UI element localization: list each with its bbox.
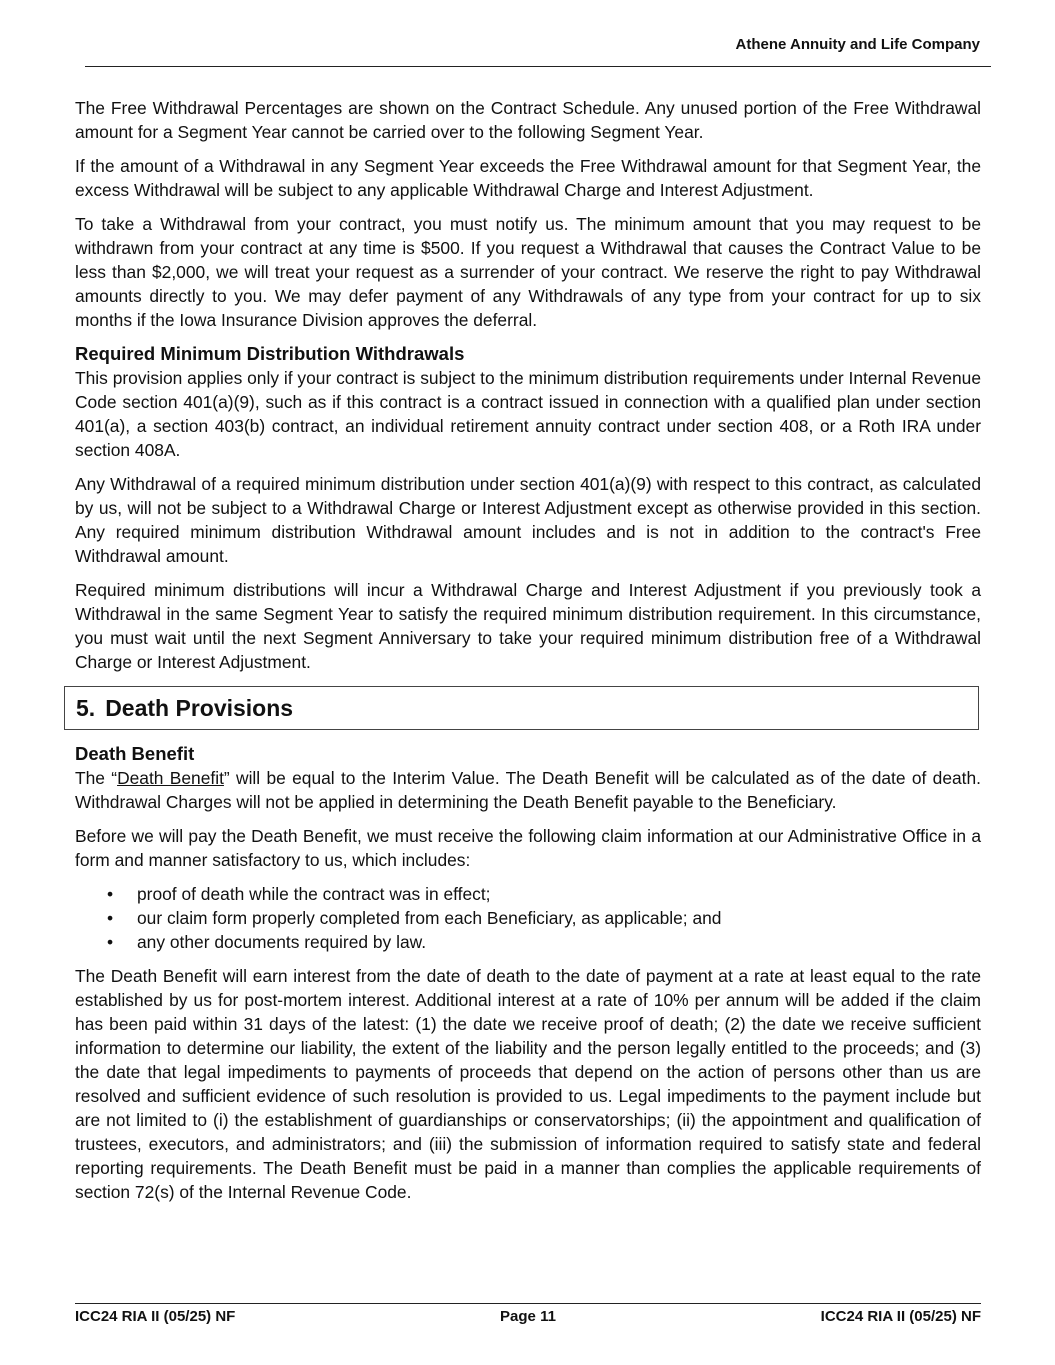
section-heading-box (64, 686, 979, 730)
paragraph: If the amount of a Withdrawal in any Segment Year exceeds the Free Withdrawal amount for that Segment Year, the excess Withdrawal will be subject to any applicable Withdrawal Charge and Interest Adjustment. (75, 156, 981, 200)
document-body (75, 96, 981, 1214)
claim-requirements-list (75, 882, 981, 954)
header-divider (85, 66, 991, 67)
bullet-icon: • (107, 908, 114, 928)
paragraph (75, 766, 981, 814)
paragraph: Before we will pay the Death Benefit, we must receive the following claim information at our Administrative Office in a form and manner satisfactory to us, which includes: (75, 826, 981, 870)
paragraph: Any Withdrawal of a required minimum distribution under section 401(a)(9) with respect to this contract, as calculated by us, will not be subject to a Withdrawal Charge or Interest Adjustment except as otherwise provided in this section. Any required minimum distribution Withdrawal amount includes and is not in addition to the contract's Free Withdrawal amount. (75, 474, 981, 566)
paragraph-rest: ” will be equal to the Interim Value. The Death Benefit will be calculated as of the date of death. Withdrawal Charges will not be applied in determining the Death Benefit payable to the Beneficiary. (75, 768, 982, 812)
list-item-text: proof of death while the contract was in effect; (137, 884, 491, 904)
rmd-heading: Required Minimum Distribution Withdrawals (75, 343, 465, 364)
list-item (75, 930, 981, 954)
bullet-icon: • (107, 932, 114, 952)
footer-divider (75, 1303, 981, 1304)
death-benefit-heading: Death Benefit (75, 743, 195, 764)
list-item (75, 882, 981, 906)
list-item (75, 906, 981, 930)
list-item-text: our claim form properly completed from each Beneficiary, as applicable; and (137, 908, 722, 928)
bullet-icon: • (107, 884, 114, 904)
paragraph: The Death Benefit will earn interest from the date of death to the date of payment at a rate at least equal to the rate established by us for post-mortem interest. Additional interest at a rate of 10% per annum will be added if the claim has been paid within 31 days of the latest: (1) the date we receive proof of death; (2) the date we receive sufficient information to determine our liability, the extent of the liability and the person legally entitled to the proceeds; and (3) the date that legal impediments to payments of proceeds that depend on the action of persons other than us are resolved and sufficient evidence of such resolution is provided to us. Legal impediments to the payment include but are not limited to (i) the establishment of guardianships or conservatorships; (ii) the appointment and qualification of trustees, executors, and administrators; and (iii) the submission of information required to satisfy state and federal reporting requirements. The Death Benefit must be paid in a manner than complies the applicable requirements of section 72(s) of the Internal Revenue Code. (75, 966, 981, 1202)
section-title: Death Provisions (105, 695, 294, 721)
page-footer (75, 1308, 981, 1325)
paragraph: The Free Withdrawal Percentages are shown on the Contract Schedule. Any unused portion of the Free Withdrawal amount for a Segment Year cannot be carried over to the following Segment Year. (75, 98, 981, 142)
list-item-text: any other documents required by law. (137, 932, 427, 952)
page-number: Page 11 (500, 1308, 556, 1325)
paragraph: To take a Withdrawal from your contract, you must notify us. The minimum amount that you may request to be withdrawn from your contract at any time is $500. If you request a Withdrawal that causes the Contract Value to be less than $2,000, we will treat your request as a surrender of your contract. We reserve the right to pay Withdrawal amounts directly to you. We may defer payment of any Withdrawals of any type from your contract for up to six months if the Iowa Insurance Division approves the deferral. (75, 214, 981, 330)
open-quote: The “ (75, 768, 118, 788)
section-number: 5. (76, 695, 96, 721)
company-name: Athene Annuity and Life Company (735, 36, 980, 53)
paragraph: Required minimum distributions will incur a Withdrawal Charge and Interest Adjustment if you previously took a Withdrawal in the same Segment Year to satisfy the required minimum distribution requirement. In this circumstance, you must wait until the next Segment Anniversary to take your required minimum distribution free of a Withdrawal Charge or Interest Adjustment. (75, 580, 981, 672)
defined-term: Death Benefit (117, 768, 224, 788)
footer-form-number-right: ICC24 RIA II (05/25) NF (820, 1308, 981, 1325)
paragraph: This provision applies only if your contract is subject to the minimum distribution requirements under Internal Revenue Code section 401(a)(9), such as if this contract is a contract issued in connection with a qualified plan under section 401(a), a section 403(b) contract, an individual retirement annuity contract under section 408, or a Roth IRA under section 408A. (75, 368, 981, 460)
footer-form-number-left: ICC24 RIA II (05/25) NF (75, 1308, 236, 1325)
